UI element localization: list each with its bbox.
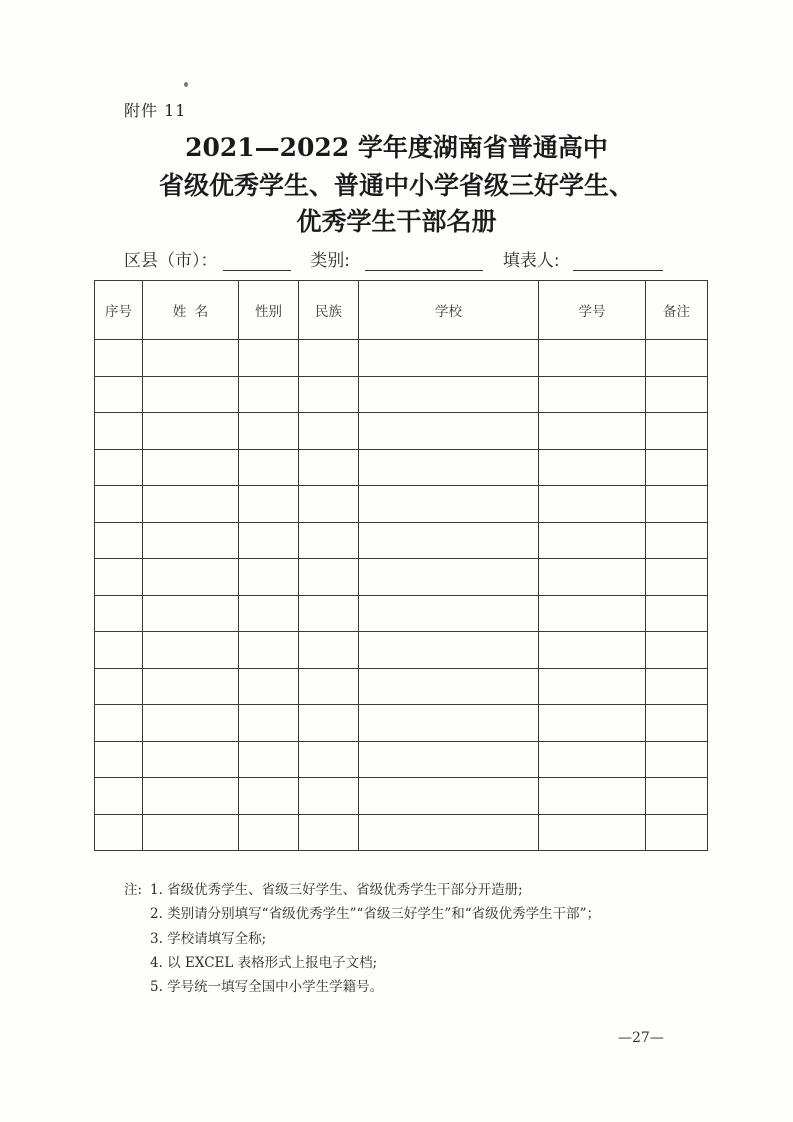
table-cell[interactable] — [239, 632, 299, 669]
table-row — [95, 449, 708, 486]
table-cell[interactable] — [143, 778, 239, 815]
table-cell[interactable] — [143, 522, 239, 559]
table-cell[interactable] — [359, 741, 539, 778]
table-cell[interactable] — [646, 486, 708, 523]
table-cell[interactable] — [143, 814, 239, 851]
table-cell[interactable] — [95, 522, 143, 559]
table-cell[interactable] — [539, 376, 646, 413]
attachment-label: 附件 11 — [124, 101, 187, 120]
table-body — [95, 340, 708, 851]
table-cell[interactable] — [359, 413, 539, 450]
table-cell[interactable] — [539, 340, 646, 377]
table-cell[interactable] — [299, 778, 359, 815]
table-cell[interactable] — [359, 668, 539, 705]
table-cell[interactable] — [143, 376, 239, 413]
table-cell[interactable] — [95, 705, 143, 742]
table-cell[interactable] — [539, 705, 646, 742]
table-cell[interactable] — [359, 778, 539, 815]
table-cell[interactable] — [95, 778, 143, 815]
header-index: 序号 — [95, 281, 143, 340]
table-cell[interactable] — [143, 668, 239, 705]
table-cell[interactable] — [299, 632, 359, 669]
table-cell[interactable] — [646, 340, 708, 377]
table-row — [95, 632, 708, 669]
table-cell[interactable] — [143, 595, 239, 632]
header-gender: 性别 — [239, 281, 299, 340]
table-cell[interactable] — [646, 522, 708, 559]
table-cell[interactable] — [143, 413, 239, 450]
table-cell[interactable] — [95, 413, 143, 450]
table-cell[interactable] — [299, 486, 359, 523]
table-cell[interactable] — [299, 522, 359, 559]
table-cell[interactable] — [646, 814, 708, 851]
table-cell[interactable] — [299, 376, 359, 413]
table-cell[interactable] — [239, 486, 299, 523]
table-cell[interactable] — [646, 741, 708, 778]
table-cell[interactable] — [143, 449, 239, 486]
table-row — [95, 486, 708, 523]
note-item: 4. 以 EXCEL 表格形式上报电子文档; — [150, 954, 378, 971]
table-row — [95, 741, 708, 778]
table-cell[interactable] — [359, 705, 539, 742]
note-item: 3. 学校请填写全称; — [150, 930, 267, 947]
table-cell[interactable] — [359, 595, 539, 632]
note-item: 2. 类别请分别填写“省级优秀学生”“省级三好学生”和“省级优秀学生干部”； — [150, 906, 601, 923]
table-row — [95, 595, 708, 632]
form-fields — [124, 246, 663, 271]
table-cell[interactable] — [95, 376, 143, 413]
table-cell[interactable] — [239, 522, 299, 559]
header-remarks: 备注 — [646, 281, 708, 340]
table-cell[interactable] — [359, 449, 539, 486]
table-cell[interactable] — [239, 413, 299, 450]
table-cell[interactable] — [299, 595, 359, 632]
district-label: 区县（市）： — [124, 251, 218, 271]
table-cell[interactable] — [359, 376, 539, 413]
table-cell[interactable] — [95, 741, 143, 778]
table-cell[interactable] — [359, 486, 539, 523]
roster-table — [94, 280, 708, 851]
table-cell[interactable] — [239, 340, 299, 377]
filler-blank[interactable] — [573, 251, 663, 271]
table-cell[interactable] — [143, 340, 239, 377]
scan-speck — [184, 82, 188, 87]
table-row — [95, 559, 708, 596]
table-cell[interactable] — [646, 778, 708, 815]
table-cell[interactable] — [95, 814, 143, 851]
table-cell[interactable] — [646, 413, 708, 450]
table-cell[interactable] — [299, 413, 359, 450]
category-label: 类别: — [310, 251, 351, 271]
table-row — [95, 340, 708, 377]
table-cell[interactable] — [539, 413, 646, 450]
note-item: 5. 学号统一填写全国中小学生学籍号。 — [150, 979, 384, 996]
table-cell[interactable] — [95, 632, 143, 669]
table-cell[interactable] — [646, 449, 708, 486]
table-header-row — [95, 281, 708, 340]
header-school: 学校 — [359, 281, 539, 340]
table-row — [95, 705, 708, 742]
table-cell[interactable] — [239, 449, 299, 486]
table-cell[interactable] — [539, 814, 646, 851]
table-cell[interactable] — [539, 632, 646, 669]
table-cell[interactable] — [646, 705, 708, 742]
table-cell[interactable] — [646, 668, 708, 705]
notes — [124, 878, 600, 999]
title-line-1: 2021—2022 学年度湖南省普通高中 — [185, 133, 608, 162]
table-cell[interactable] — [359, 340, 539, 377]
table-cell[interactable] — [646, 559, 708, 596]
table-cell[interactable] — [95, 595, 143, 632]
table-cell[interactable] — [299, 705, 359, 742]
table-cell[interactable] — [299, 340, 359, 377]
header-name: 姓 名 — [143, 281, 239, 340]
table-cell[interactable] — [539, 449, 646, 486]
table-cell[interactable] — [239, 778, 299, 815]
table-cell[interactable] — [143, 705, 239, 742]
table-cell[interactable] — [95, 486, 143, 523]
table-cell[interactable] — [359, 814, 539, 851]
table-cell[interactable] — [299, 814, 359, 851]
category-blank[interactable] — [365, 251, 483, 271]
notes-prefix: 注: — [124, 882, 143, 898]
table-row — [95, 778, 708, 815]
table-cell[interactable] — [359, 632, 539, 669]
table-row — [95, 376, 708, 413]
table-cell[interactable] — [239, 741, 299, 778]
table-cell[interactable] — [143, 559, 239, 596]
district-blank[interactable] — [223, 251, 291, 271]
title-line-2: 省级优秀学生、普通中小学省级三好学生、 — [158, 171, 634, 200]
table-cell[interactable] — [646, 632, 708, 669]
table-cell[interactable] — [646, 376, 708, 413]
table-row — [95, 522, 708, 559]
table-cell[interactable] — [95, 449, 143, 486]
table-cell[interactable] — [539, 486, 646, 523]
table-cell[interactable] — [539, 741, 646, 778]
table-cell[interactable] — [143, 486, 239, 523]
table-cell[interactable] — [539, 595, 646, 632]
table-cell[interactable] — [539, 778, 646, 815]
filler-label: 填表人: — [502, 251, 560, 271]
table-cell[interactable] — [359, 559, 539, 596]
table-row — [95, 668, 708, 705]
table-cell[interactable] — [95, 559, 143, 596]
table-cell[interactable] — [539, 522, 646, 559]
table-row — [95, 413, 708, 450]
table-cell[interactable] — [239, 595, 299, 632]
table-cell[interactable] — [239, 814, 299, 851]
header-ethnicity: 民族 — [299, 281, 359, 340]
table-cell[interactable] — [299, 449, 359, 486]
table-cell[interactable] — [299, 668, 359, 705]
table-row — [95, 814, 708, 851]
table-cell[interactable] — [239, 705, 299, 742]
table-cell[interactable] — [299, 741, 359, 778]
table-cell[interactable] — [239, 376, 299, 413]
title-line-3: 优秀学生干部名册 — [296, 207, 497, 236]
note-item: 注: 1. 省级优秀学生、省级三好学生、省级优秀学生干部分开造册; — [124, 878, 600, 902]
table-cell[interactable] — [95, 668, 143, 705]
table-cell[interactable] — [299, 559, 359, 596]
header-student-id: 学号 — [539, 281, 646, 340]
page-number: —27— — [618, 1030, 664, 1046]
table-cell[interactable] — [143, 632, 239, 669]
table-cell[interactable] — [539, 668, 646, 705]
table-cell[interactable] — [143, 741, 239, 778]
table-cell[interactable] — [359, 522, 539, 559]
table-cell[interactable] — [95, 340, 143, 377]
table-cell[interactable] — [239, 559, 299, 596]
table-cell[interactable] — [239, 668, 299, 705]
table-cell[interactable] — [539, 559, 646, 596]
table-cell[interactable] — [646, 595, 708, 632]
